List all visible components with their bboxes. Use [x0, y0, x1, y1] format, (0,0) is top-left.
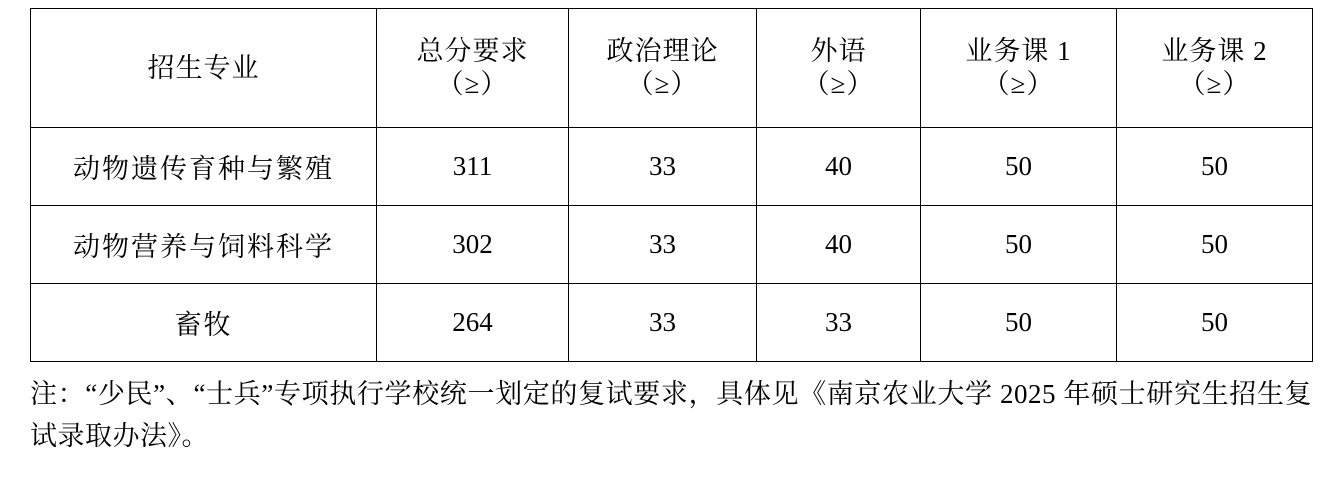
table-row [31, 206, 1313, 284]
cell-foreign: 40 [757, 128, 921, 206]
cell-foreign: 40 [757, 206, 921, 284]
header-cell-prof2 [1117, 9, 1313, 128]
header-foreign-line2: （≥） [802, 69, 875, 99]
cell-politics: 33 [569, 206, 757, 284]
cell-major: 动物营养与饲料科学 [31, 206, 377, 284]
cell-politics: 33 [569, 284, 757, 362]
header-politics-line2: （≥） [626, 69, 699, 99]
cell-politics: 33 [569, 128, 757, 206]
header-cell-foreign [757, 9, 921, 128]
header-cell-major [31, 9, 377, 128]
table-footnote [30, 374, 1312, 458]
header-cell-politics [569, 9, 757, 128]
cell-foreign: 33 [757, 284, 921, 362]
admission-score-table [30, 8, 1313, 362]
header-prof2-line1: 业务课 2 [1161, 36, 1268, 67]
table-row [31, 128, 1313, 206]
header-major-line1: 招生专业 [147, 52, 260, 83]
header-prof1-line2: （≥） [982, 69, 1055, 99]
table-header-row [31, 9, 1313, 128]
cell-prof2: 50 [1117, 206, 1313, 284]
cell-prof2: 50 [1117, 284, 1313, 362]
header-cell-total [377, 9, 569, 128]
cell-prof1: 50 [921, 128, 1117, 206]
header-prof2-line2: （≥） [1178, 69, 1251, 99]
footnote-text: 注：“少民”、“士兵”专项执行学校统一划定的复试要求，具体见《南京农业大学 2025 年硕士研究生招生复试录取办法》。 [30, 379, 1312, 451]
header-cell-prof1 [921, 9, 1117, 128]
header-politics-line1: 政治理论 [606, 36, 719, 67]
document-page [0, 8, 1342, 478]
header-foreign-line1: 外语 [810, 36, 867, 67]
cell-total: 311 [377, 128, 569, 206]
cell-total: 302 [377, 206, 569, 284]
cell-prof2: 50 [1117, 128, 1313, 206]
cell-total: 264 [377, 284, 569, 362]
cell-major: 动物遗传育种与繁殖 [31, 128, 377, 206]
header-total-line1: 总分要求 [416, 36, 529, 67]
cell-prof1: 50 [921, 206, 1117, 284]
cell-major: 畜牧 [31, 284, 377, 362]
cell-prof1: 50 [921, 284, 1117, 362]
table-row [31, 284, 1313, 362]
header-total-line2: （≥） [436, 69, 509, 99]
header-prof1-line1: 业务课 1 [965, 36, 1072, 67]
